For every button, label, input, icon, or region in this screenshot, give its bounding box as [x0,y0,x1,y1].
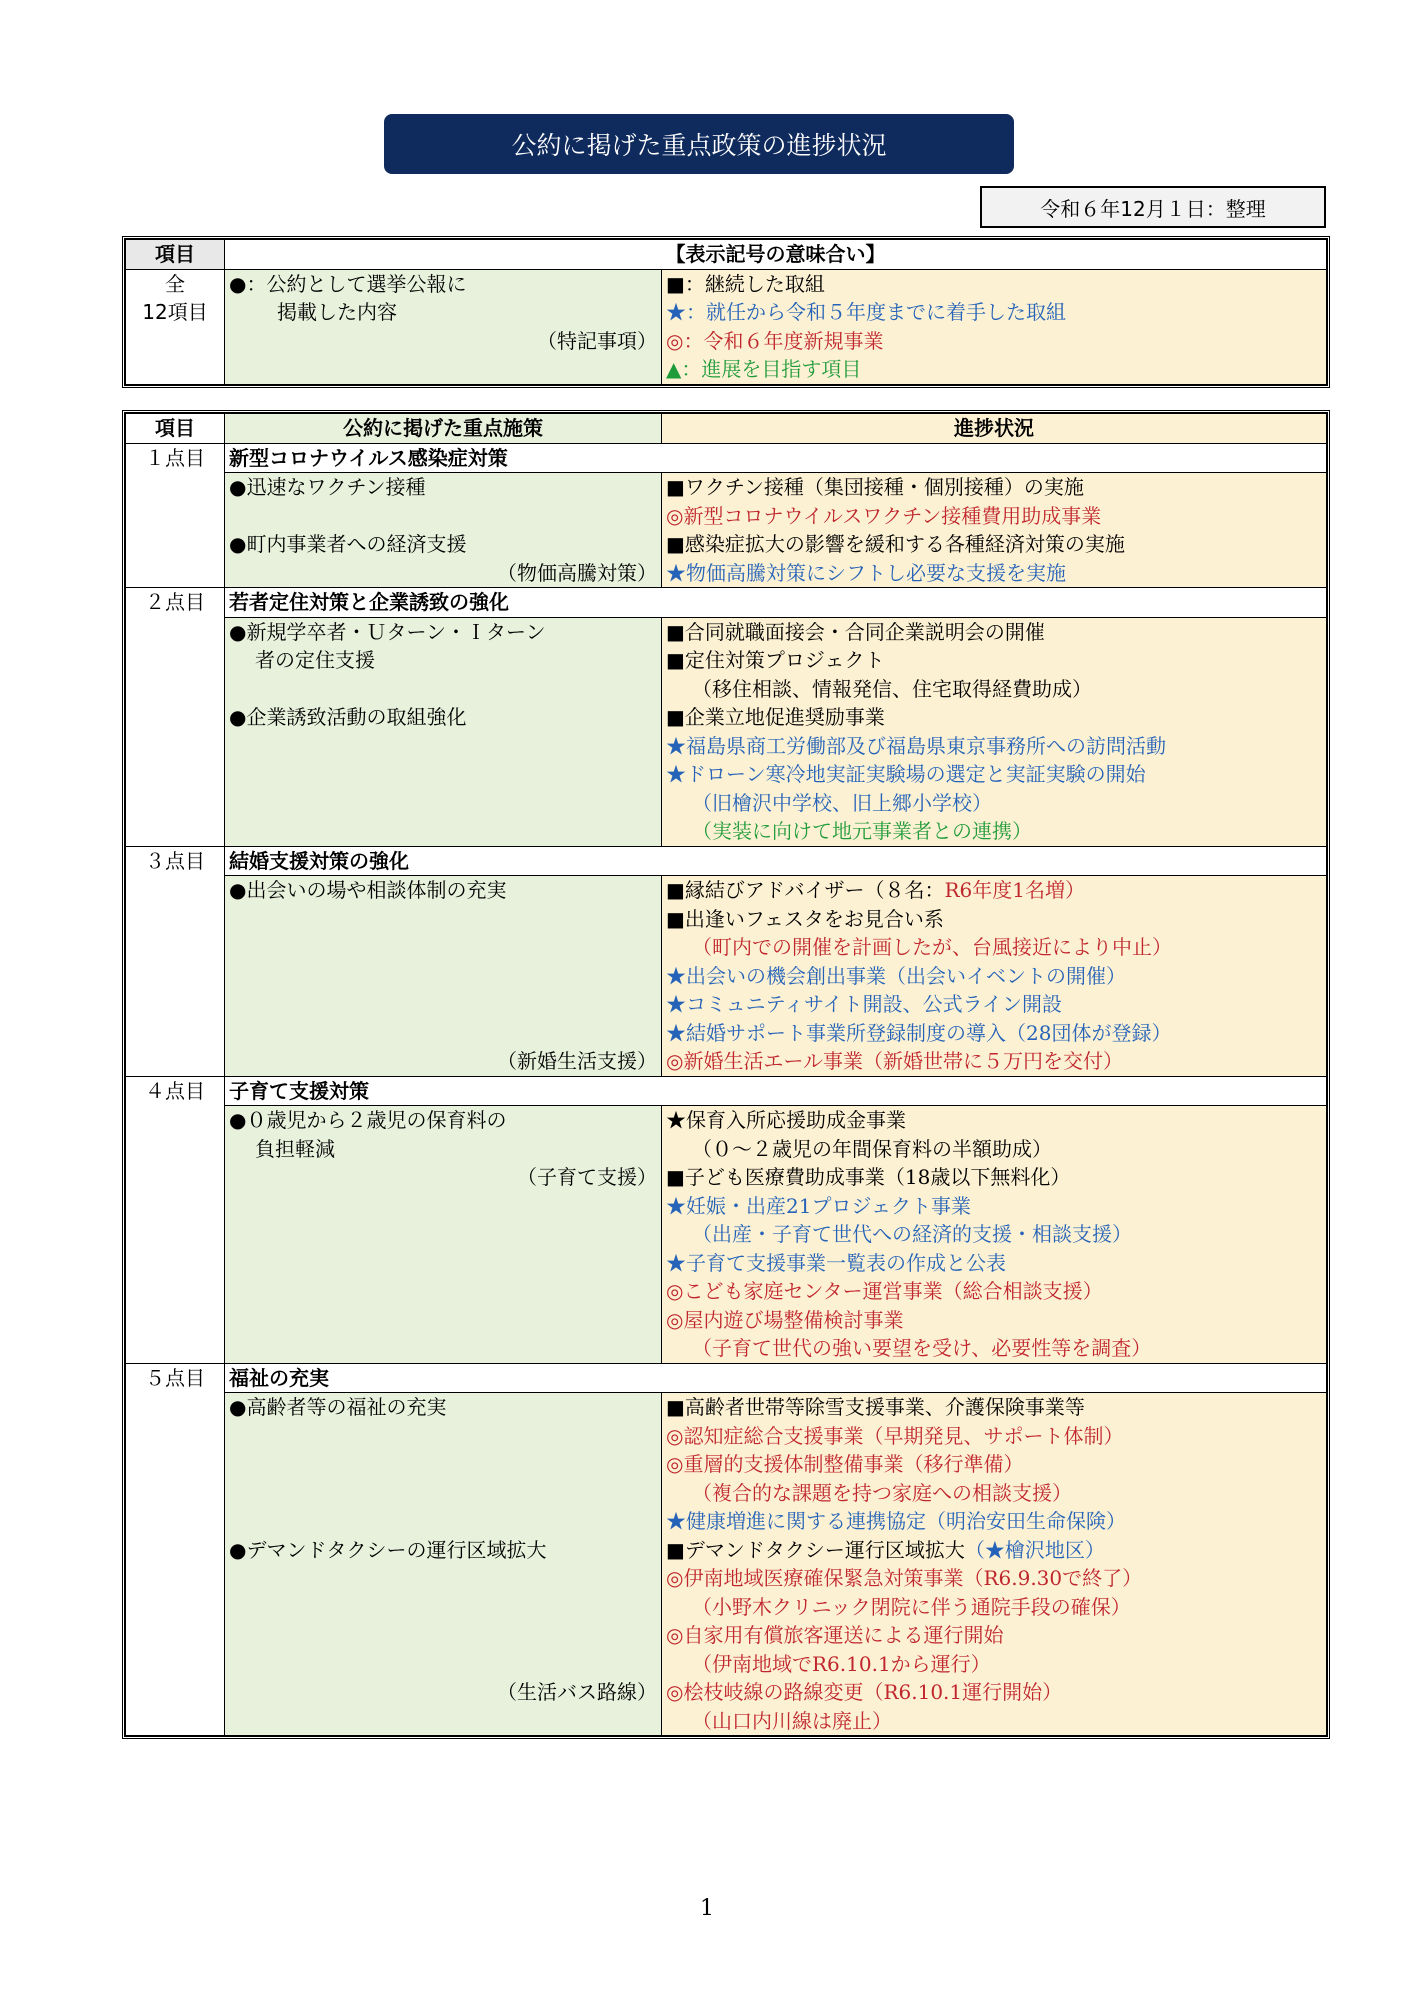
progress-text: ★子育て支援事業一覧表の作成と公表 [666,1250,1006,1275]
policy-line [229,1593,657,1622]
progress-text: ■定住対策プロジェクト [666,648,885,672]
progress-line [666,1564,1322,1593]
progress-line [666,933,1322,962]
progress-text: ◎認知症総合支援事業（早期発見、サポート体制） [666,1423,1124,1448]
legend-symbol-item: ◎：令和６年度新規事業 [666,328,884,353]
progress-text: ★物価高騰対策にシフトし必要な支援を実施 [666,560,1066,585]
policy-line [229,990,657,1019]
legend-symbol-item: ▲：進展を目指す項目 [666,357,862,381]
policy-line [229,1450,657,1479]
section-number: １点目 [126,443,225,588]
progress-line [666,1507,1322,1536]
progress-cell [662,1106,1327,1364]
progress-text: （０～２歳児の年間保育料の半額助成） [692,1136,1052,1161]
policy-line [229,905,657,934]
header-progress: 進捗状況 [662,414,1327,444]
policy-cell [225,1106,662,1364]
progress-line [666,703,1322,732]
legend-table [122,236,1330,388]
progress-line [666,789,1322,818]
progress-line [666,1707,1322,1736]
progress-line [666,1422,1322,1451]
policy-cell [225,617,662,846]
progress-text: ★妊娠・出産21プロジェクト事業 [666,1193,972,1218]
progress-cell [662,1393,1327,1736]
section-title: 新型コロナウイルス感染症対策 [225,443,1327,473]
policy-line [229,1479,657,1508]
progress-line [666,559,1322,588]
policy-line [229,1650,657,1679]
progress-text: ◎屋内遊び場整備検討事業 [666,1307,904,1332]
header-policy: 公約に掲げた重点施策 [225,414,662,444]
progress-text: ■縁結びアドバイザー（８名： [666,878,945,902]
progress-line [666,1249,1322,1278]
progress-text: （小野木クリニック閉院に伴う通院手段の確保） [692,1594,1131,1619]
progress-text: （旧檜沢中学校、旧上郷小学校） [692,790,992,815]
section-number: ３点目 [126,846,225,1076]
progress-line [666,905,1322,934]
progress-line [666,1479,1322,1508]
progress-line [666,646,1322,675]
progress-text: ★福島県商工労働部及び福島県東京事務所への訪問活動 [666,733,1166,758]
policy-line: ●高齢者等の福祉の充実 [229,1395,447,1419]
progress-text: （伊南地域でR6.10.1から運行） [692,1651,991,1676]
progress-text: ★コミュニティサイト開設、公式ライン開設 [666,992,1062,1016]
page-number: 1 [700,1896,714,1921]
policy-line: ●出会いの場や相談体制の充実 [229,878,507,902]
policy-line [229,1019,657,1048]
progress-text: ★結婚サポート事業所登録制度の導入（28団体が登録） [666,1020,1172,1045]
progress-text: ◎伊南地域医療確保緊急対策事業（R6.9.30で終了） [666,1566,1143,1590]
policy-line: 者の定住支援 [255,648,375,672]
progress-text: （町内での開催を計画したが、台風接近により中止） [692,935,1172,959]
policy-line [229,1507,657,1536]
progress-line [666,1019,1322,1048]
progress-text: ■感染症拡大の影響を緩和する各種経済対策の実施 [666,532,1125,556]
legend-left-line: （特記事項） [537,328,657,353]
progress-text: ★健康増進に関する連携協定（明治安田生命保険） [666,1509,1126,1533]
progress-line [666,675,1322,704]
legend-symbol-item: ■：継続した取組 [666,271,825,296]
header-item: 項目 [126,414,225,444]
legend-count-a: 全 [165,271,185,296]
policy-line: 負担軽減 [255,1136,335,1161]
progress-line [666,1450,1322,1479]
progress-line [666,618,1322,647]
progress-cell [662,473,1327,588]
policy-line: （子育て支援） [517,1165,657,1189]
policy-cell [225,473,662,588]
progress-line [666,1536,1322,1565]
progress-line [666,1192,1322,1221]
progress-line [666,1650,1322,1679]
policy-cell [225,1393,662,1736]
progress-line [666,760,1322,789]
progress-line [666,1047,1322,1076]
progress-line [666,530,1322,559]
progress-text: （移住相談、情報発信、住宅取得経費助成） [692,676,1092,701]
progress-text: ◎重層的支援体制整備事業（移行準備） [666,1452,1024,1476]
policy-line [229,962,657,991]
progress-text: ■高齢者世帯等除雪支援事業、介護保険事業等 [666,1395,1085,1419]
progress-line [666,1334,1322,1363]
policy-cell [225,876,662,1077]
progress-text: ★ドローン寒冷地実証実験場の選定と実証実験の開始 [666,762,1146,786]
progress-text: ◎自家用有償旅客運送による運行開始 [666,1623,1004,1647]
legend-left [225,269,662,384]
progress-line [666,817,1322,846]
policy-line [229,675,657,704]
progress-text: （子育て世代の強い要望を受け、必要性等を調査） [692,1336,1152,1360]
progress-line [666,502,1322,531]
progress-text: （実装に向けて地元事業者との連携） [692,819,1032,843]
progress-text: ■デマンドタクシー運行区域拡大 [666,1537,965,1562]
legend-count [126,269,225,384]
section-number: ２点目 [126,588,225,847]
progress-line [666,1220,1322,1249]
progress-text: ◎こども家庭センター運営事業（総合相談支援） [666,1279,1103,1303]
legend-count-b: 12項目 [142,300,208,324]
policy-line [229,933,657,962]
policy-line: ●迅速なワクチン接種 [229,475,426,499]
progress-line [666,1678,1322,1707]
policy-line: ●デマンドタクシーの運行区域拡大 [229,1537,547,1562]
progress-line [666,473,1322,502]
section-title: 福祉の充実 [225,1363,1327,1393]
progress-text: ■合同就職面接会・合同企業説明会の開催 [666,619,1045,644]
progress-text: ■ワクチン接種（集団接種・個別接種）の実施 [666,475,1084,499]
policy-line: ●企業誘致活動の取組強化 [229,705,467,729]
legend-left-line: ●：公約として選挙公報に [229,271,467,296]
legend-header-meaning: 【表示記号の意味合い】 [225,240,1327,270]
progress-line [666,1135,1322,1164]
section-number: ４点目 [126,1076,225,1363]
policy-line: ●新規学卒者・Ｕターン・Ｉターン [229,619,546,644]
policy-line [229,1422,657,1451]
progress-tail: R6年度1名増） [944,878,1086,902]
progress-text: （複合的な課題を持つ家庭への相談支援） [692,1480,1072,1505]
progress-text: （出産・子育て世代への経済的支援・相談支援） [692,1222,1132,1246]
policy-line [229,1564,657,1593]
legend-symbols [662,269,1327,384]
progress-line [666,1593,1322,1622]
progress-line [666,732,1322,761]
progress-line [666,1163,1322,1192]
policy-line: （生活バス路線） [497,1680,657,1704]
section-title: 若者定住対策と企業誘致の強化 [225,588,1327,618]
progress-line [666,1621,1322,1650]
date-stamp: 令和６年12月１日：整理 [980,186,1326,228]
progress-cell [662,876,1327,1077]
policy-line: （物価高騰対策） [497,560,657,585]
progress-line [666,1393,1322,1422]
policy-progress-table [122,410,1330,1739]
progress-text: ★保育入所応援助成金事業 [666,1108,906,1132]
progress-line [666,962,1322,991]
policy-line [229,1621,657,1650]
progress-text: （山口内川線は廃止） [692,1708,892,1733]
policy-line: ●０歳児から２歳児の保育料の [229,1108,507,1132]
progress-cell [662,617,1327,846]
policy-line [229,502,657,531]
section-title: 結婚支援対策の強化 [225,846,1327,876]
progress-line [666,990,1322,1019]
progress-text: ■企業立地促進奨励事業 [666,705,885,729]
legend-symbol-item: ★：就任から令和５年度までに着手した取組 [666,300,1066,324]
progress-line [666,1306,1322,1335]
progress-text: ■子ども医療費助成事業（18歳以下無料化） [666,1165,1071,1189]
policy-line: （新婚生活支援） [497,1049,657,1073]
progress-text: ◎新婚生活エール事業（新婚世帯に５万円を交付） [666,1049,1124,1073]
progress-line [666,1277,1322,1306]
legend-header-item: 項目 [126,240,225,270]
progress-text: ★出会いの機会創出事業（出会いイベントの開催） [666,963,1126,988]
section-number: ５点目 [126,1363,225,1736]
page-title: 公約に掲げた重点政策の進捗状況 [384,114,1014,174]
progress-text: ◎新型コロナウイルスワクチン接種費用助成事業 [666,503,1102,528]
progress-line [666,1106,1322,1135]
section-title: 子育て支援対策 [225,1076,1327,1106]
progress-text: ◎桧枝岐線の路線変更（R6.10.1運行開始） [666,1680,1063,1704]
progress-text: ■出逢いフェスタをお見合い系 [666,906,944,931]
legend-left-line: 掲載した内容 [277,300,397,324]
progress-tail: （★檜沢地区） [964,1537,1105,1562]
progress-line [666,876,1322,905]
policy-line: ●町内事業者への経済支援 [229,532,467,556]
